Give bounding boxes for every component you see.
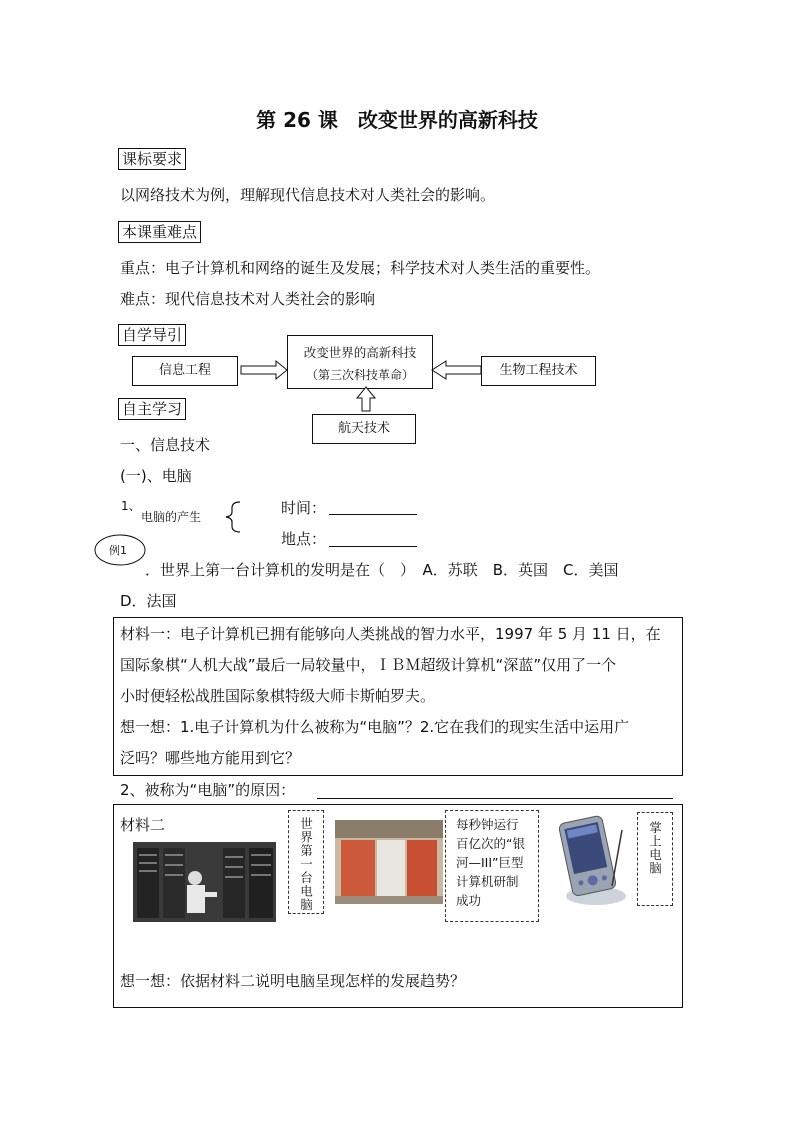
diagram-center-line2: （第三次科技革命） — [305, 368, 414, 382]
material2-think: 想一想：依据材料二说明电脑呈现怎样的发展趋势？ — [120, 972, 466, 990]
arrow-right-icon — [241, 361, 287, 379]
material2-label: 材料二 — [120, 816, 166, 834]
diagram-bottom-box: 航天技术 — [312, 414, 416, 444]
key-point: 重点：电子计算机和网络的诞生及发展；科学技术对人类生活的重要性。 — [120, 259, 601, 277]
time-blank — [329, 514, 417, 515]
caption-handheld-box — [637, 812, 673, 906]
supercomputer-photo — [335, 820, 443, 904]
material1-think2: 泛吗？哪些地方能用到它？ — [120, 749, 301, 767]
question-text: ．世界上第一台计算机的发明是在（ ） A．苏联 B．英国 C．美国 — [145, 561, 619, 579]
caption-first-computer-box — [288, 810, 324, 914]
difficult-point: 难点：现代信息技术对人类社会的影响 — [120, 290, 376, 308]
question-option-d: D．法国 — [120, 592, 177, 610]
arrow-up-icon — [357, 387, 375, 411]
caption-handheld: 掌上电脑 — [647, 821, 663, 875]
item2-text: 2、被称为“电脑”的原因： — [120, 781, 296, 799]
caption-galaxy-box — [445, 810, 539, 922]
item1-number: 1、 — [121, 499, 141, 513]
time-label: 时间： — [281, 499, 327, 517]
page-title: 第 26 课 改变世界的高新科技 — [256, 108, 538, 132]
diagram-right-box: 生物工程技术 — [481, 356, 596, 386]
place-label: 地点： — [281, 530, 327, 548]
selfstudy-label: 自主学习 — [118, 398, 186, 420]
place-blank — [329, 546, 417, 547]
item1-label: 电脑的产生 — [141, 510, 202, 524]
handheld-photo — [552, 810, 632, 910]
material1-line2: 国际象棋“人机大战”最后一局较量中，ＩＢＭ超级计算机“深蓝”仅用了一个 — [120, 656, 617, 674]
item2-blank — [317, 798, 673, 799]
brace-icon — [226, 502, 240, 532]
caption-galaxy-line1: 每秒钟运行 — [456, 817, 519, 832]
guide-label: 自学导引 — [118, 324, 186, 346]
caption-galaxy-line3: 河—III”巨型 — [456, 855, 524, 870]
caption-galaxy-line5: 成功 — [456, 893, 482, 908]
caption-galaxy-line2: 百亿次的“银 — [456, 836, 525, 851]
diagram-left-box: 信息工程 — [132, 356, 238, 386]
material1-line1: 材料一：电子计算机已拥有能够向人类挑战的智力水平，1997 年 5 月 11 日，在 — [120, 625, 661, 643]
diagram-center-line1: 改变世界的高新科技 — [303, 345, 417, 360]
caption-first-computer: 世界第一台电脑 — [298, 817, 314, 912]
example-label: 例1 — [109, 544, 127, 557]
material1-line3: 小时便轻松战胜国际象棋特级大师卡斯帕罗夫。 — [120, 687, 436, 705]
standard-text: 以网络技术为例，理解现代信息技术对人类社会的影响。 — [120, 186, 496, 204]
standard-label: 课标要求 — [118, 148, 186, 170]
arrow-left-icon — [432, 361, 481, 379]
key-label: 本课重难点 — [118, 221, 201, 243]
heading-computer: (一)、电脑 — [120, 467, 192, 485]
eniac-photo — [133, 842, 276, 922]
heading-info-tech: 一、信息技术 — [120, 436, 211, 454]
caption-galaxy-line4: 计算机研制 — [456, 874, 519, 889]
material1-think1: 想一想：1.电子计算机为什么被称为“电脑”？2.它在我们的现实生活中运用广 — [120, 718, 630, 736]
